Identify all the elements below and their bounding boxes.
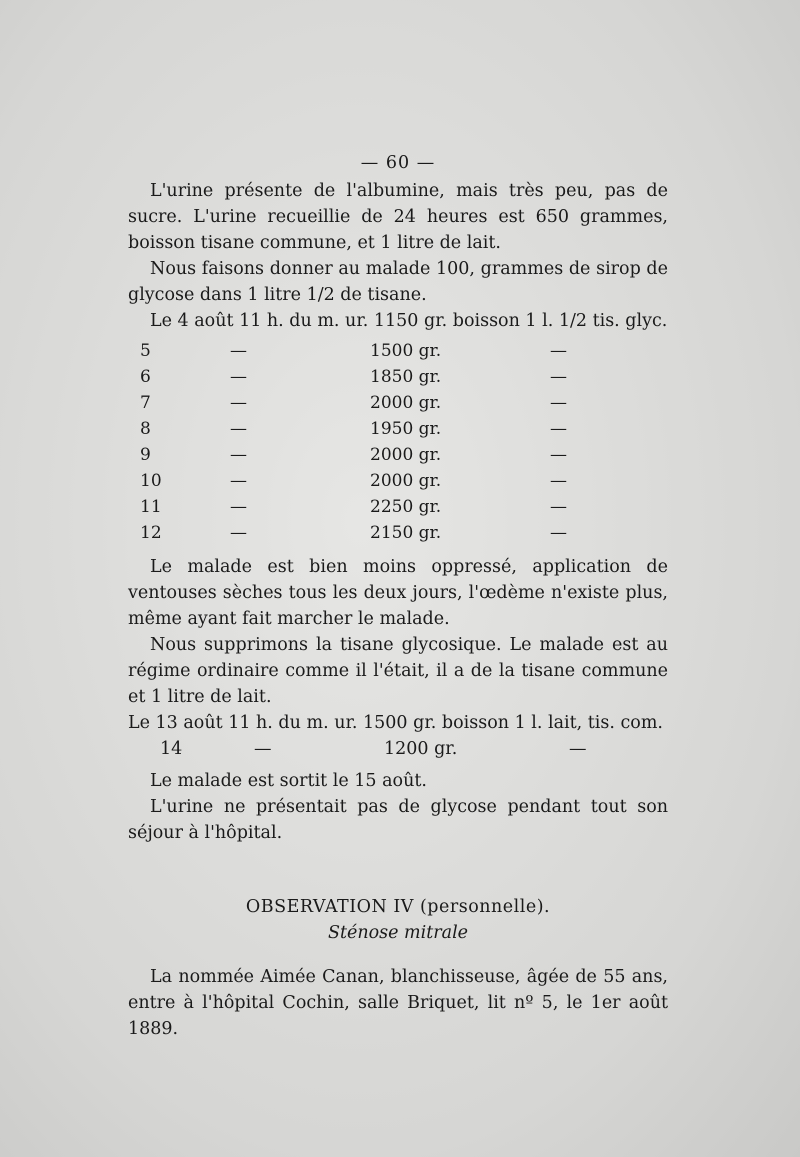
row-dash: — (230, 497, 247, 517)
observation-text: La nommée Aimée Canan, blanchisseuse, âgée de 55 ans, entre à l'hôpital Cochin, salle Briquet, lit nº 5, le 1er août 1889. (128, 967, 668, 1039)
row-qty: 2150 gr. (370, 523, 442, 543)
row-dash: — (230, 419, 247, 439)
row-day: 12 (140, 523, 162, 543)
row-qty: 2000 gr. (370, 445, 442, 465)
row-dash2: — (550, 471, 567, 491)
row-day: 10 (140, 471, 162, 491)
paragraph-sirop: Nous faisons donner au malade 100, grammes de sirop de glycose dans 1 litre 1/2 de tisane. (128, 259, 668, 305)
table-row (140, 494, 610, 520)
observation-subtitle: Sténose mitrale (327, 923, 469, 943)
table-row (140, 416, 610, 442)
paragraph-supprimons: Nous supprimons la tisane glycosique. Le malade est au régime ordinaire comme il l'était, il a de la tisane commune et 1 litre de lait. (128, 635, 668, 707)
aug13-line: Le 13 août 11 h. du m. ur. 1500 gr. boisson 1 l. lait, tis. com. (128, 713, 663, 733)
row-day: 11 (140, 497, 162, 517)
row-dash2: — (550, 523, 567, 543)
page-number: — 60 — (360, 153, 436, 173)
row-14 (160, 736, 668, 762)
row-qty: 1500 gr. (370, 341, 442, 361)
paragraph-oppresse: Le malade est bien moins oppressé, application de ventouses sèches tous les deux jours, l'œdème n'existe plus, même ayant fait marcher le malade. (128, 557, 668, 629)
urine-table (140, 338, 610, 546)
aug4-line: Le 4 août 11 h. du m. ur. 1150 gr. boisson 1 l. 1/2 tis. glyc. (150, 311, 668, 331)
row-dash2: — (569, 739, 587, 759)
row-qty: 2000 gr. (370, 393, 442, 413)
row-dash: — (230, 341, 247, 361)
row-dash2: — (550, 419, 567, 439)
table-row (140, 338, 610, 364)
row-day: 9 (140, 445, 151, 465)
row-day: 8 (140, 419, 151, 439)
row-qty: 1850 gr. (370, 367, 442, 387)
row-dash2: — (550, 393, 567, 413)
row-dash: — (230, 367, 247, 387)
row-day: 7 (140, 393, 151, 413)
row-qty: 2250 gr. (370, 497, 442, 517)
row-qty: 1950 gr. (370, 419, 442, 439)
paragraph-albumine: L'urine présente de l'albumine, mais très peu, pas de sucre. L'urine recueillie de 24 heures est 650 grammes, boisson tisane commune, et 1 litre de lait. (128, 181, 668, 253)
table-row (140, 520, 610, 546)
row-dash: — (230, 445, 247, 465)
row-dash2: — (550, 341, 567, 361)
row-dash2: — (550, 367, 567, 387)
row-day: 6 (140, 367, 151, 387)
table-row (140, 468, 610, 494)
row-day: 14 (160, 739, 183, 759)
row-dash: — (230, 523, 247, 543)
row-dash2: — (550, 445, 567, 465)
row-day: 5 (140, 341, 151, 361)
table-row (140, 364, 610, 390)
row-qty: 2000 gr. (370, 471, 442, 491)
paragraph-sejour: L'urine ne présentait pas de glycose pendant tout son séjour à l'hôpital. (128, 797, 668, 843)
row-dash: — (254, 739, 272, 759)
table-row (140, 442, 610, 468)
row-qty: 1200 gr. (384, 739, 458, 759)
row-dash2: — (550, 497, 567, 517)
paragraph-sortit: Le malade est sortit le 15 août. (150, 771, 427, 791)
row-dash: — (230, 471, 247, 491)
observation-title: OBSERVATION IV (personnelle). (245, 897, 551, 917)
row-dash: — (230, 393, 247, 413)
table-row (140, 390, 610, 416)
page-text (128, 150, 668, 1042)
